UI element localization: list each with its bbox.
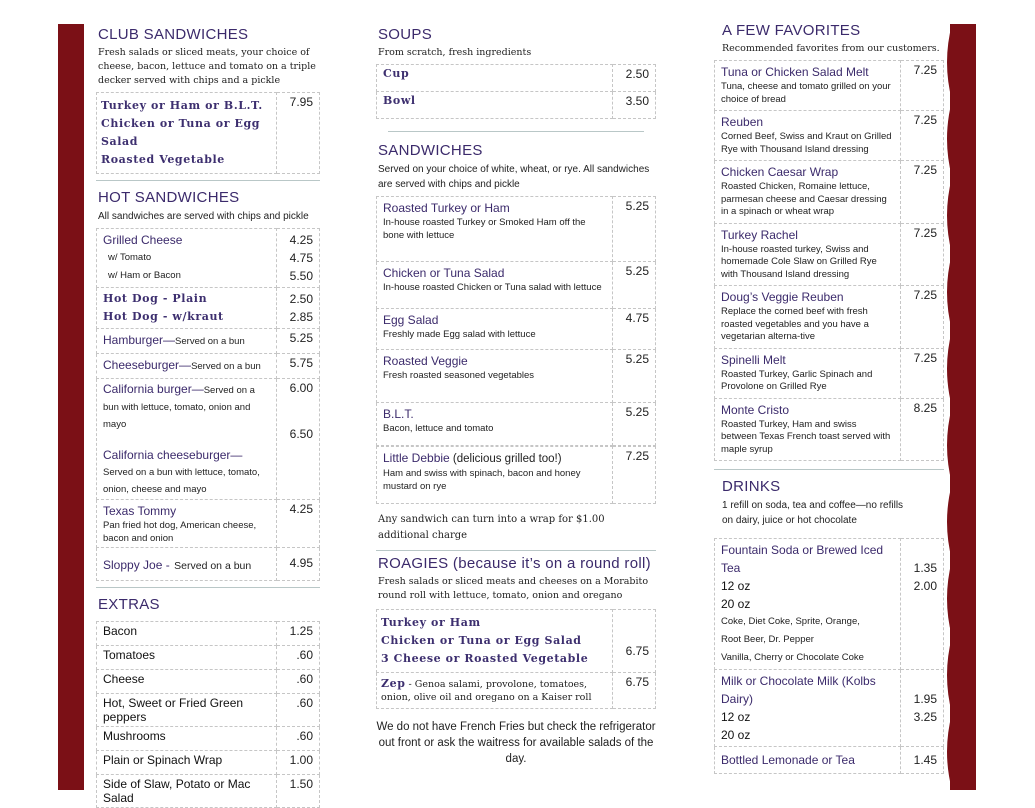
item-price: .60: [277, 727, 320, 751]
item-name: Hot, Sweet or Fried Green peppers: [97, 694, 277, 727]
table-row: [97, 694, 320, 727]
table-row: [715, 348, 944, 398]
item-price: 7.25: [901, 111, 944, 161]
item-name: Tuna or Chicken Salad Melt: [721, 65, 869, 79]
item-price: 7.25: [901, 348, 944, 398]
item-price: 2.50: [613, 65, 656, 92]
table-row: [377, 65, 656, 92]
column-middle: [376, 26, 656, 767]
item-desc: Served on a bun: [175, 336, 245, 347]
club-item: Chicken or Tuna or Egg Salad: [101, 117, 261, 148]
item-name: Cup: [377, 65, 613, 92]
club-price: 7.95: [277, 93, 320, 174]
item-name: Chicken Caesar Wrap: [721, 165, 839, 179]
item-desc: Roasted Turkey, Garlic Spinach and Provolone on Grilled Rye: [721, 368, 873, 392]
item-size: 20 oz: [721, 597, 751, 611]
item-name: Turkey Rachel: [721, 227, 798, 242]
item-name: Roasted Veggie: [383, 354, 468, 368]
table-row: [377, 673, 656, 709]
extras-table: [96, 621, 320, 808]
table-row: [715, 539, 944, 670]
table-row: [715, 398, 944, 461]
item-name: Egg Salad: [383, 313, 439, 327]
item-name: Plain or Spinach Wrap: [97, 751, 277, 775]
club-desc: Fresh salads or sliced meats, your choice of cheese, bacon, lettuce and tomato on a triple decker served with chips and a pickle: [98, 47, 316, 86]
table-row: [97, 646, 320, 670]
item-desc: In-house roasted turkey, Swiss and homemade Cole Slaw on Grilled Rye with Thousand Island dressing: [721, 243, 877, 280]
item-option: w/ Tomato: [108, 252, 152, 263]
drinks-desc: 1 refill on soda, tea and coffee—no refills on dairy, juice or hot chocolate: [722, 500, 904, 526]
item-size: 12 oz: [721, 579, 751, 593]
item-desc: In-house roasted Turkey or Smoked Ham off the bone with lettuce: [383, 217, 586, 241]
item-name: Bottled Lemonade or Tea: [715, 747, 901, 774]
item-price: 3.50: [613, 92, 656, 119]
soups-desc: From scratch, fresh ingredients: [378, 47, 532, 58]
item-name: Spinelli Melt: [721, 352, 786, 367]
table-row: [715, 747, 944, 774]
hot-table: [96, 228, 320, 581]
divider: [388, 131, 644, 132]
item-desc: Served on a bun with lettuce, tomato, onion, cheese and mayo: [103, 467, 260, 495]
sandwiches-desc: Served on your choice of white, wheat, or rye. All sandwiches are served with chips and pickle: [378, 164, 650, 190]
item-price: 4.75: [613, 309, 656, 350]
item-price: 8.25: [901, 398, 944, 461]
item-name: California burger—: [103, 382, 204, 396]
item-price: 4.75: [289, 251, 313, 265]
item-price: 1.35: [913, 561, 937, 575]
item-option: w/ Ham or Bacon: [108, 270, 181, 281]
soda-flavors: Coke, Diet Coke, Sprite, Orange,: [721, 616, 860, 627]
roagies-desc: Fresh salads or sliced meats and cheeses on a Morabito round roll with lettuce, tomato, onion and oregano: [378, 576, 649, 601]
favorites-table: [714, 60, 944, 461]
item-desc: Roasted Turkey, Ham and swiss between Texas French toast served with maple syrup: [721, 418, 891, 455]
table-row: [715, 111, 944, 161]
item-price: 1.95: [913, 692, 937, 706]
zep-name: Zep: [381, 677, 406, 690]
divider: [96, 180, 320, 181]
club-title: CLUB SANDWICHES: [98, 26, 249, 43]
favorites-desc: Recommended favorites from our customers.: [722, 43, 940, 54]
item-price: 7.25: [901, 286, 944, 349]
item-name: Reuben: [721, 115, 764, 129]
left-ribbon-decoration: [58, 24, 84, 790]
table-row: [97, 379, 320, 500]
table-row: [97, 93, 320, 174]
club-item: Roasted Vegetable: [101, 153, 225, 166]
table-row: [97, 548, 320, 581]
item-price: 2.50: [289, 292, 313, 306]
item-name: Cheeseburger—: [103, 358, 192, 372]
drinks-title: DRINKS: [722, 478, 781, 495]
item-price: 1.50: [277, 775, 320, 808]
item-name: Tomatoes: [97, 646, 277, 670]
item-price: 5.25: [613, 350, 656, 403]
item-price: 4.95: [277, 548, 320, 581]
table-row: [715, 161, 944, 224]
item-desc: Served on a bun with lettuce, tomato, onion and mayo: [103, 385, 255, 430]
item-name: Fountain Soda or Brewed Iced Tea: [721, 543, 884, 575]
item-desc: Pan fried hot dog, American cheese, bacon and onion: [103, 520, 257, 544]
wrap-note: Any sandwich can turn into a wrap for $1.00 additional charge: [378, 514, 605, 541]
table-row: [97, 751, 320, 775]
item-price: 2.00: [913, 579, 937, 593]
table-row: [97, 622, 320, 646]
soups-table: [376, 64, 656, 119]
item-desc: Replace the corned beef with fresh roasted vegetables and you have a vegetarian alterna-tive: [721, 306, 869, 342]
soda-flavors: Root Beer, Dr. Pepper: [721, 634, 814, 645]
item-name: Sloppy Joe -: [103, 558, 170, 572]
divider: [714, 469, 944, 470]
item-desc: Freshly made Egg salad with lettuce: [383, 329, 536, 340]
table-row: [377, 610, 656, 673]
item-price: 7.25: [901, 223, 944, 286]
item-price: 7.25: [901, 161, 944, 224]
item-extra: (delicious grilled too!): [449, 453, 562, 465]
favorites-title: A FEW FAVORITES: [722, 22, 861, 39]
item-name: Hot Dog - w/kraut: [103, 310, 224, 323]
item-name: Bacon: [97, 622, 277, 646]
left-ribbon-wave: [80, 24, 92, 790]
item-price: 7.25: [613, 447, 656, 504]
item-name: Side of Slaw, Potato or Mac Salad: [97, 775, 277, 808]
item-desc: Served on a bun: [174, 560, 252, 572]
roagies-title: ROAGIES (because it’s on a round roll): [378, 555, 651, 572]
item-price: 1.45: [901, 747, 944, 774]
item-desc: Ham and swiss with spinach, bacon and honey mustard on rye: [383, 468, 581, 492]
item-desc: Served on a bun: [191, 361, 261, 372]
table-row: [377, 447, 656, 504]
item-name: Monte Cristo: [721, 402, 790, 417]
table-row: [715, 670, 944, 747]
item-desc: Tuna, cheese and tomato grilled on your choice of bread: [721, 81, 891, 105]
column-right: [714, 22, 944, 774]
item-size: 20 oz: [721, 728, 751, 742]
table-row: [97, 775, 320, 808]
table-row: [377, 262, 656, 309]
item-name: Texas Tommy: [103, 504, 177, 518]
sandwiches-table: [376, 196, 656, 446]
table-row: [377, 403, 656, 446]
table-row: [97, 670, 320, 694]
item-price: .60: [277, 670, 320, 694]
zep-price: 6.75: [613, 673, 656, 709]
roagie-item: Chicken or Tuna or Egg Salad: [381, 634, 582, 647]
debbie-table: [376, 446, 656, 504]
item-name: Bowl: [377, 92, 613, 119]
item-price: 4.25: [289, 233, 313, 247]
table-row: [715, 286, 944, 349]
item-price: 5.25: [613, 262, 656, 309]
item-size: 12 oz: [721, 710, 751, 724]
item-price: 6.00: [289, 381, 313, 395]
item-name: Hamburger—: [103, 333, 176, 347]
table-row: [97, 354, 320, 379]
item-price: 1.25: [277, 622, 320, 646]
item-name: Milk or Chocolate Milk (Kolbs Dairy): [721, 674, 876, 706]
item-price: 3.25: [913, 710, 937, 724]
item-name: Chicken or Tuna Salad: [383, 266, 505, 280]
table-row: [97, 229, 320, 288]
table-row: [97, 500, 320, 548]
sandwiches-title: SANDWICHES: [378, 142, 483, 159]
right-ribbon-decoration: [950, 24, 976, 790]
item-name: California cheeseburger—: [103, 448, 243, 462]
item-desc: Fresh roasted seasoned vegetables: [383, 370, 535, 381]
club-item: Turkey or Ham or B.L.T.: [101, 99, 263, 112]
table-row: [715, 223, 944, 286]
column-left: [96, 26, 320, 808]
fries-note: We do not have French Fries but check the refrigerator out front or ask the waitress for available salads of the day.: [376, 721, 656, 765]
item-name: Cheese: [97, 670, 277, 694]
zep-desc: - Genoa salami, provolone, tomatoes, onion, olive oil and oregano on a Kaiser roll: [381, 679, 592, 703]
item-name: Doug’s Veggie Reuben: [721, 290, 844, 304]
item-price: 5.25: [277, 329, 320, 354]
item-price: 1.00: [277, 751, 320, 775]
table-row: [97, 329, 320, 354]
soda-flavors: Vanilla, Cherry or Chocolate Coke: [721, 652, 864, 663]
item-price: 5.25: [613, 197, 656, 262]
table-row: [97, 727, 320, 751]
item-price: 5.25: [613, 403, 656, 446]
table-row: [97, 288, 320, 329]
item-desc: Roasted Chicken, Romaine lettuce, parmesan cheese and Caesar dressing in a spinach or wheat wrap: [721, 181, 887, 217]
table-row: [377, 309, 656, 350]
item-name: B.L.T.: [383, 407, 414, 421]
hot-title: HOT SANDWICHES: [98, 189, 240, 206]
item-name: Mushrooms: [97, 727, 277, 751]
item-price: 5.75: [277, 354, 320, 379]
drinks-table: [714, 538, 944, 774]
roagie-item: Turkey or Ham: [381, 616, 481, 629]
roagies-table: [376, 609, 656, 709]
item-desc: Bacon, lettuce and tomato: [383, 423, 494, 434]
table-row: [377, 350, 656, 403]
roagie-price: 6.75: [613, 610, 656, 673]
table-row: [377, 92, 656, 119]
item-price: .60: [277, 646, 320, 670]
soups-title: SOUPS: [378, 26, 433, 43]
item-price: 2.85: [289, 310, 313, 324]
item-name: Grilled Cheese: [103, 233, 183, 247]
item-price: 4.25: [277, 500, 320, 548]
divider: [376, 550, 656, 551]
table-row: [377, 197, 656, 262]
club-table: [96, 92, 320, 174]
item-price: .60: [277, 694, 320, 727]
item-price: 7.25: [901, 61, 944, 111]
item-name: Little Debbie: [383, 451, 450, 465]
extras-title: EXTRAS: [98, 596, 160, 613]
item-price: 6.50: [289, 427, 313, 441]
divider: [96, 587, 320, 588]
table-row: [715, 61, 944, 111]
hot-desc: All sandwiches are served with chips and pickle: [98, 211, 309, 222]
item-name: Roasted Turkey or Ham: [383, 201, 510, 215]
roagie-item: 3 Cheese or Roasted Vegetable: [381, 652, 589, 665]
item-price: 5.50: [289, 269, 313, 283]
item-desc: In-house roasted Chicken or Tuna salad with lettuce: [383, 282, 602, 293]
item-name: Hot Dog - Plain: [103, 292, 208, 305]
item-desc: Corned Beef, Swiss and Kraut on Grilled Rye with Thousand Island dressing: [721, 131, 892, 155]
